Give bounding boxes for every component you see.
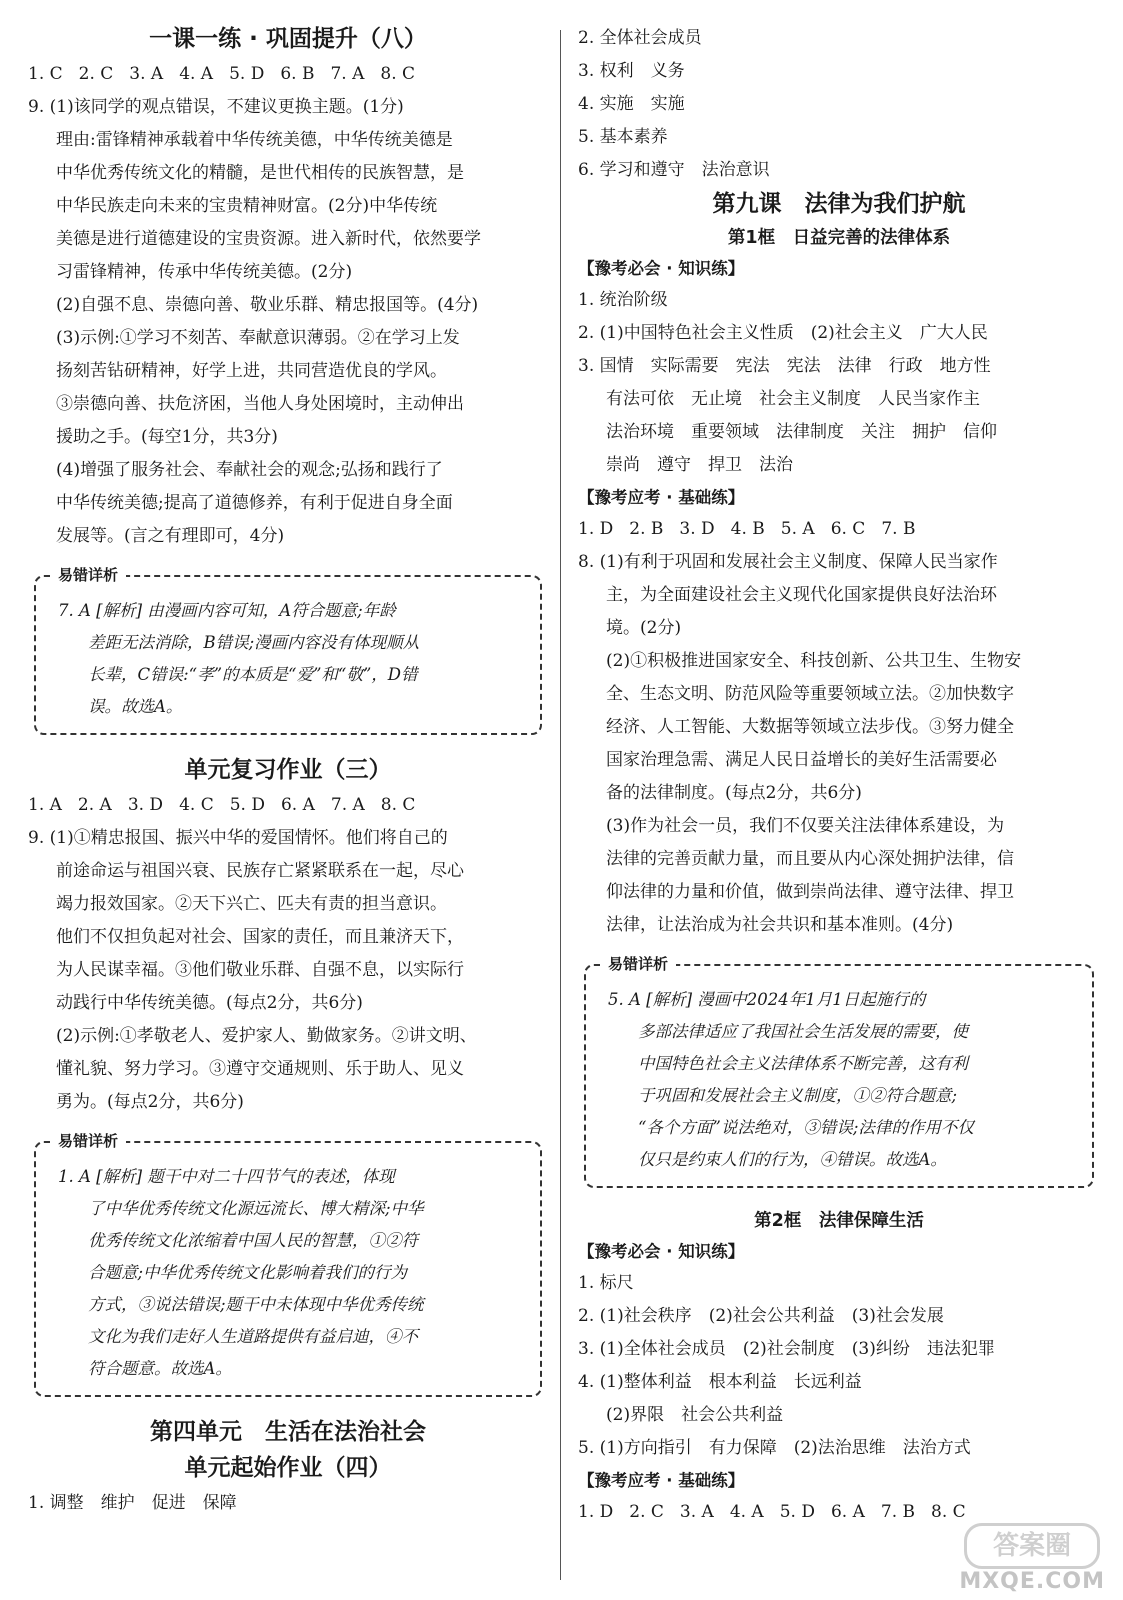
analysis-line: 合题意;中华优秀传统文化影响着我们的行为 bbox=[88, 1263, 408, 1282]
answer-line: 境。(2分) bbox=[606, 618, 682, 638]
lesson-9-title: 第九课 法律为我们护航 bbox=[712, 191, 966, 217]
section-title-unit-review-3: 单元复习作业（三） bbox=[184, 757, 392, 783]
question-9-answer bbox=[28, 822, 548, 1119]
answer-line: 全、生态文明、防范风险等重要领域立法。②加快数字 bbox=[606, 684, 1014, 704]
mc-answer: 8. C bbox=[931, 1502, 966, 1522]
analysis-line: 中国特色社会主义法律体系不断完善，这有利 bbox=[638, 1054, 968, 1073]
analysis-line: 5. A [解析] 漫画中2024年1月1日起施行的 bbox=[608, 990, 926, 1009]
answer-line: 发展等。(言之有理即可，4分) bbox=[56, 526, 285, 546]
answer-line: 懂礼貌、努力学习。③遵守交通规则、乐于助人、见义 bbox=[56, 1059, 464, 1079]
answer-line: 主，为全面建设社会主义现代化国家提供良好法治环 bbox=[606, 585, 997, 605]
error-analysis-title: 易错详析 bbox=[50, 564, 126, 586]
error-analysis-box bbox=[584, 955, 1094, 1188]
basic-practice-label: 【豫考应考 · 基础练】 bbox=[578, 1471, 745, 1490]
analysis-line: 优秀传统文化浓缩着中国人民的智慧，①②符 bbox=[88, 1231, 418, 1250]
mc-answers-row bbox=[578, 513, 1100, 546]
answer-line: 法治环境 重要领域 法律制度 关注 拥护 信仰 bbox=[606, 422, 997, 442]
mc-answer: 5. D bbox=[229, 795, 265, 815]
answer-line: 4. 实施 实施 bbox=[578, 94, 685, 114]
answer-line: 中华传统美德;提高了道德修养，有利于促进自身全面 bbox=[56, 493, 453, 513]
answer-line: 1. 调整 维护 促进 保障 bbox=[28, 1493, 237, 1513]
answer-line: 崇尚 遵守 捍卫 法治 bbox=[606, 455, 793, 475]
answer-line: 竭力报效国家。②天下兴亡、匹夫有责的担当意识。 bbox=[56, 894, 447, 914]
mc-answer: 4. C bbox=[179, 795, 214, 815]
knowledge-practice-label: 【豫考必会 · 知识练】 bbox=[578, 1242, 745, 1261]
error-analysis-box bbox=[34, 1132, 542, 1397]
answer-line: 仰法律的力量和价值，做到崇尚法律、遵守法律、捍卫 bbox=[606, 882, 1014, 902]
mc-answer: 3. A bbox=[679, 1502, 714, 1522]
mc-answer: 5. D bbox=[779, 1502, 815, 1522]
frame-2-title: 第2框 法律保障生活 bbox=[754, 1211, 924, 1231]
mc-answers-row bbox=[28, 58, 548, 91]
answer-line: 前途命运与祖国兴衰、民族存亡紧紧联系在一起，尽心 bbox=[56, 861, 464, 881]
answer-line: 5. (1)方向指引 有力保障 (2)法治思维 法治方式 bbox=[578, 1438, 971, 1458]
analysis-line: 多部法律适应了我国社会生活发展的需要，使 bbox=[638, 1022, 968, 1041]
answer-line: 中华民族走向未来的宝贵精神财富。(2分)中华传统 bbox=[56, 196, 438, 216]
answer-line: 9. (1)该同学的观点错误，不建议更换主题。(1分) bbox=[28, 97, 404, 117]
answer-line: 6. 学习和遵守 法治意识 bbox=[578, 160, 770, 180]
mc-answer: 7. B bbox=[880, 1502, 916, 1522]
answer-line: 2. (1)社会秩序 (2)社会公共利益 (3)社会发展 bbox=[578, 1306, 944, 1326]
answer-line: 国家治理急需、满足人民日益增长的美好生活需要必 bbox=[606, 750, 997, 770]
answer-line: 3. 国情 实际需要 宪法 宪法 法律 行政 地方性 bbox=[578, 356, 991, 376]
answer-line: 法律，让法治成为社会共识和基本准则。(4分) bbox=[606, 915, 954, 935]
answer-line: 法律的完善贡献力量，而且要从内心深处拥护法律，信 bbox=[606, 849, 1014, 869]
mc-answer: 8. C bbox=[380, 64, 416, 84]
answer-line: 1. 标尺 bbox=[578, 1273, 634, 1293]
mc-answer: 1. D bbox=[578, 519, 614, 539]
mc-answer: 3. D bbox=[127, 795, 164, 815]
answer-line: 勇为。(每点2分，共6分) bbox=[56, 1092, 244, 1112]
unit-4-title: 第四单元 生活在法治社会 bbox=[150, 1419, 426, 1445]
mc-answer: 7. A bbox=[330, 64, 365, 84]
answer-line: (3)作为社会一员，我们不仅要关注法律体系建设，为 bbox=[606, 816, 1005, 836]
analysis-line: 了中华优秀传统文化源远流长、博大精深;中华 bbox=[88, 1199, 424, 1218]
analysis-line: 差距无法消除，B错误;漫画内容没有体现顺从 bbox=[88, 633, 420, 652]
mc-answer: 4. A bbox=[729, 1502, 764, 1522]
answer-line: 理由:雷锋精神承载着中华传统美德，中华传统美德是 bbox=[56, 130, 453, 150]
answer-line: 援助之手。(每空1分，共3分) bbox=[56, 427, 278, 447]
analysis-line: 于巩固和发展社会主义制度，①②符合题意; bbox=[638, 1086, 958, 1105]
answer-line: 2. 全体社会成员 bbox=[578, 28, 702, 48]
mc-answer: 4. A bbox=[179, 64, 214, 84]
answer-line: (2)示例:①孝敬老人、爱护家人、勤做家务。②讲文明、 bbox=[56, 1026, 477, 1046]
frame-1-title: 第1框 日益完善的法律体系 bbox=[727, 228, 951, 248]
error-analysis-box bbox=[34, 566, 542, 735]
answer-line: 4. (1)整体利益 根本利益 长远利益 bbox=[578, 1372, 862, 1392]
mc-answer: 6. C bbox=[830, 519, 866, 539]
mc-answer: 5. D bbox=[229, 64, 265, 84]
answer-line: 1. 统治阶级 bbox=[578, 290, 668, 310]
question-9-answer bbox=[28, 91, 548, 553]
mc-answer: 2. C bbox=[78, 64, 114, 84]
right-column bbox=[578, 22, 1100, 1529]
mc-answer: 3. A bbox=[129, 64, 164, 84]
analysis-line: 误。故选A。 bbox=[88, 697, 183, 716]
answer-line: 经济、人工智能、大数据等领域立法步伐。③努力健全 bbox=[606, 717, 1014, 737]
watermark-logo: 答案圈 bbox=[964, 1523, 1100, 1569]
analysis-line: 7. A [解析] 由漫画内容可知，A符合题意;年龄 bbox=[58, 601, 396, 620]
mc-answer: 7. B bbox=[881, 519, 916, 539]
mc-answer: 2. B bbox=[629, 519, 664, 539]
answer-line: 为人民谋幸福。③他们敬业乐群、自强不息，以实际行 bbox=[56, 960, 464, 980]
mc-answer: 2. C bbox=[629, 1502, 664, 1522]
answer-line: 中华优秀传统文化的精髓，是世代相传的民族智慧，是 bbox=[56, 163, 464, 183]
answer-line: (2)自强不息、崇德向善、敬业乐群、精忠报国等。(4分) bbox=[56, 295, 479, 315]
answer-line: (3)示例:①学习不刻苦、奉献意识薄弱。②在学习上发 bbox=[56, 328, 460, 348]
mc-answer: 6. A bbox=[280, 795, 315, 815]
answer-line: 动践行中华传统美德。(每点2分，共6分) bbox=[56, 993, 363, 1013]
mc-answer: 2. A bbox=[77, 795, 112, 815]
answer-line: (2)①积极推进国家安全、科技创新、公共卫生、生物安 bbox=[606, 651, 1022, 671]
error-analysis-title: 易错详析 bbox=[600, 953, 676, 975]
mc-answer: 1. A bbox=[28, 795, 62, 815]
answer-line: 美德是进行道德建设的宝贵资源。进入新时代，依然要学 bbox=[56, 229, 481, 249]
analysis-line: “各个方面”说法绝对，③错误;法律的作用不仅 bbox=[638, 1118, 974, 1137]
mc-answer: 1. D bbox=[578, 1502, 614, 1522]
basic-practice-label: 【豫考应考 · 基础练】 bbox=[578, 488, 745, 507]
mc-answer: 4. B bbox=[730, 519, 765, 539]
answer-line: 2. (1)中国特色社会主义性质 (2)社会主义 广大人民 bbox=[578, 323, 988, 343]
section-title-unit-start-4: 单元起始作业（四） bbox=[184, 1455, 392, 1481]
answer-line: 3. (1)全体社会成员 (2)社会制度 (3)纠纷 违法犯罪 bbox=[578, 1339, 995, 1359]
answer-line: 3. 权利 义务 bbox=[578, 61, 685, 81]
answer-line: 备的法律制度。(每点2分，共6分) bbox=[606, 783, 862, 803]
analysis-line: 符合题意。故选A。 bbox=[88, 1359, 232, 1378]
mc-answer: 1. C bbox=[28, 64, 63, 84]
analysis-line: 仅只是约束人们的行为，④错误。故选A。 bbox=[638, 1150, 947, 1169]
mc-answer: 5. A bbox=[780, 519, 815, 539]
answer-line: 5. 基本素养 bbox=[578, 127, 668, 147]
answer-line: 8. (1)有利于巩固和发展社会主义制度、保障人民当家作 bbox=[578, 552, 998, 572]
answer-line: 有法可依 无止境 社会主义制度 人民当家作主 bbox=[606, 389, 980, 409]
watermark bbox=[959, 1523, 1105, 1594]
column-divider bbox=[560, 30, 561, 1580]
answer-line: 9. (1)①精忠报国、振兴中华的爱国情怀。他们将自己的 bbox=[28, 828, 448, 848]
answer-line: ③崇德向善、扶危济困，当他人身处困境时，主动伸出 bbox=[56, 394, 464, 414]
mc-answer: 8. C bbox=[380, 795, 416, 815]
question-8-answer bbox=[578, 546, 1100, 942]
mc-answer: 6. B bbox=[280, 64, 315, 84]
analysis-line: 方式，③说法错误;题干中未体现中华优秀传统 bbox=[88, 1295, 424, 1314]
answer-line: (4)增强了服务社会、奉献社会的观念;弘扬和践行了 bbox=[56, 460, 443, 480]
mc-answer: 3. D bbox=[679, 519, 715, 539]
error-analysis-title: 易错详析 bbox=[50, 1130, 126, 1152]
answer-line: (2)界限 社会公共利益 bbox=[606, 1405, 784, 1425]
mc-answer: 6. A bbox=[830, 1502, 865, 1522]
knowledge-practice-label: 【豫考必会 · 知识练】 bbox=[578, 259, 745, 278]
section-title-consolidation-8: 一课一练 · 巩固提升（八） bbox=[149, 26, 427, 52]
analysis-line: 长辈，C错误:“孝”的本质是“爱”和“敬”，D错 bbox=[88, 665, 418, 684]
analysis-line: 文化为我们走好人生道路提供有益启迪，④不 bbox=[88, 1327, 418, 1346]
answer-line: 习雷锋精神，传承中华传统美德。(2分) bbox=[56, 262, 353, 282]
analysis-line: 1. A [解析] 题干中对二十四节气的表述，体现 bbox=[58, 1167, 395, 1186]
answer-line: 扬刻苦钻研精神，好学上进，共同营造优良的学风。 bbox=[56, 361, 447, 381]
answer-line: 他们不仅担负起对社会、国家的责任，而且兼济天下， bbox=[56, 927, 464, 947]
mc-answer: 7. A bbox=[330, 795, 365, 815]
mc-answers-row bbox=[28, 789, 548, 822]
watermark-url: MXQE.COM bbox=[959, 1569, 1105, 1594]
left-column bbox=[28, 22, 548, 1520]
